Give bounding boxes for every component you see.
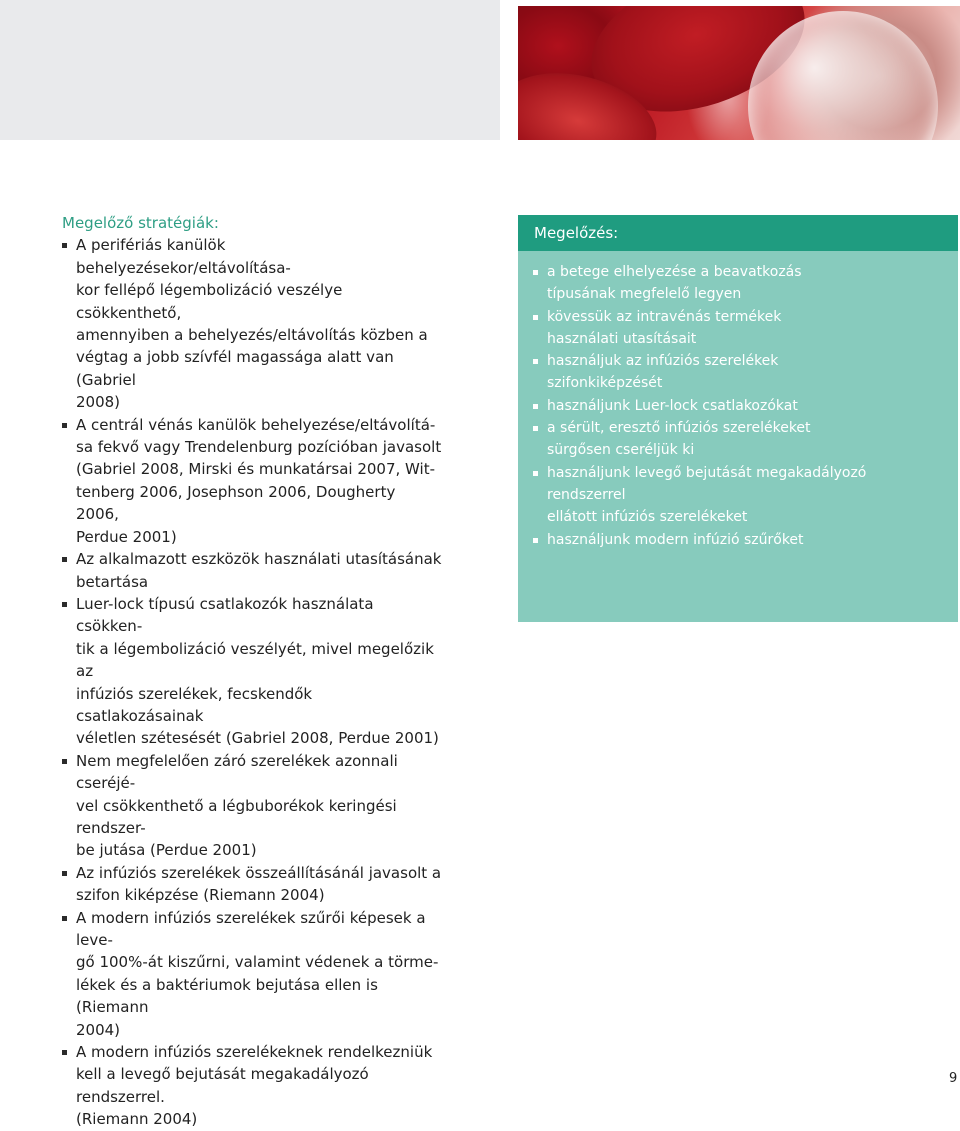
prevention-item: [533, 417, 946, 462]
item-line: A centrál vénás kanülök behelyezése/eltávolítá-: [76, 415, 436, 434]
page-number: 9: [949, 1071, 958, 1086]
bullet-icon: [62, 871, 67, 876]
bullet-icon: [533, 426, 538, 431]
item-line: gő 100%-át kiszűrni, valamint védenek a törme-: [76, 953, 439, 972]
item-line: ellátott infúziós szerelékeket: [547, 509, 748, 526]
item-line: A modern infúziós szerelékeknek rendelkezniük: [76, 1043, 433, 1062]
item-line: 2004): [76, 1020, 121, 1039]
item-line: amennyiben a behelyezés/eltávolítás közben a: [76, 326, 428, 345]
bullet-icon: [62, 1050, 67, 1055]
strategy-item: [62, 907, 442, 1041]
item-line: tik a légembolizáció veszélyét, mivel megelőzik az: [76, 639, 434, 681]
prevention-list: [518, 251, 958, 551]
bullet-icon: [62, 602, 67, 607]
item-line: véletlen szétesését (Gabriel 2008, Perdue 2001): [76, 729, 439, 748]
item-line: sürgősen cseréljük ki: [547, 442, 695, 459]
bullet-icon: [62, 916, 67, 921]
item-line: infúziós szerelékek, fecskendők csatlakozásainak: [76, 684, 313, 725]
prevention-strategies-section: [62, 212, 442, 1131]
item-line: (Gabriel 2008, Mirski és munkatársai 2007, Wit-: [76, 460, 436, 479]
strategy-item: [62, 862, 442, 907]
item-line: a betege elhelyezése a beavatkozás: [547, 264, 802, 280]
item-line: kövessük az intravénás termékek: [547, 308, 782, 325]
header-grey-panel: [0, 0, 500, 140]
item-line: A modern infúziós szerelékek szűrői képesek a leve-: [76, 908, 426, 949]
item-line: (Riemann 2004): [76, 1110, 198, 1129]
bullet-icon: [533, 404, 538, 409]
bullet-icon: [62, 557, 67, 562]
bullet-icon: [62, 243, 67, 248]
item-line: végtag a jobb szívfél magassága alatt van (Gabriel: [76, 348, 394, 389]
prevention-item: [533, 306, 946, 351]
prevention-box: [518, 215, 958, 622]
section-heading: Megelőző stratégiák:: [62, 214, 219, 232]
item-line: használati utasításait: [547, 330, 697, 347]
prevention-item: [533, 529, 946, 551]
strategy-item: [62, 593, 442, 750]
item-line: Luer-lock típusú csatlakozók használata csökken-: [76, 594, 374, 636]
item-line: betartása: [76, 572, 149, 591]
item-line: lékek és a baktériumok bejutása ellen is (Riemann: [76, 975, 378, 1017]
item-line: Az alkalmazott eszközök használati utasításának: [76, 550, 442, 569]
blood-cells-photo: [518, 6, 960, 140]
item-line: be jutása (Perdue 2001): [76, 841, 257, 860]
item-line: vel csökkenthető a légbuborékok keringési rendszer-: [76, 796, 397, 837]
bullet-icon: [533, 359, 538, 364]
strategy-item: [62, 234, 442, 413]
item-line: használjuk az infúziós szerelékek: [547, 353, 779, 370]
strategy-item: [62, 750, 442, 862]
prevention-item: [533, 350, 946, 395]
item-line: A perifériás kanülök behelyezésekor/eltávolítása-: [76, 236, 291, 277]
box-title: Megelőzés:: [518, 215, 958, 251]
item-line: használjunk modern infúzió szűrőket: [547, 531, 804, 548]
bullet-icon: [62, 759, 67, 764]
strategy-item: [62, 1041, 442, 1131]
item-line: használjunk levegő bejutását megakadályozó rendszerrel: [547, 464, 867, 503]
item-line: Nem megfelelően záró szerelékek azonnali cseréjé-: [76, 751, 398, 793]
strategy-item: [62, 414, 442, 548]
item-line: típusának megfelelő legyen: [547, 286, 742, 303]
bullet-icon: [62, 423, 67, 428]
bullet-icon: [533, 270, 538, 275]
bullet-icon: [533, 471, 538, 476]
item-line: Az infúziós szerelékek összeállításánál javasolt a: [76, 863, 442, 882]
item-line: Perdue 2001): [76, 527, 177, 546]
item-line: használjunk Luer-lock csatlakozókat: [547, 397, 798, 414]
strategies-list: [62, 234, 442, 1130]
item-line: szifon kiképzése (Riemann 2004): [76, 886, 325, 905]
item-line: kell a levegő bejutását megakadályozó rendszerrel.: [76, 1065, 369, 1106]
item-line: tenberg 2006, Josephson 2006, Dougherty 2006,: [76, 482, 396, 524]
item-line: kor fellépő légembolizáció veszélye csökkenthető,: [76, 281, 343, 322]
item-line: szifonkiképzését: [547, 375, 663, 392]
item-line: a sérült, eresztő infúziós szerelékeket: [547, 420, 811, 437]
bullet-icon: [533, 538, 538, 543]
bullet-icon: [533, 315, 538, 320]
prevention-item: [533, 261, 946, 306]
strategy-item: [62, 548, 442, 593]
item-line: sa fekvő vagy Trendelenburg pozícióban javasolt: [76, 438, 442, 457]
prevention-item: [533, 395, 946, 417]
item-line: 2008): [76, 393, 121, 412]
prevention-item: [533, 462, 946, 529]
